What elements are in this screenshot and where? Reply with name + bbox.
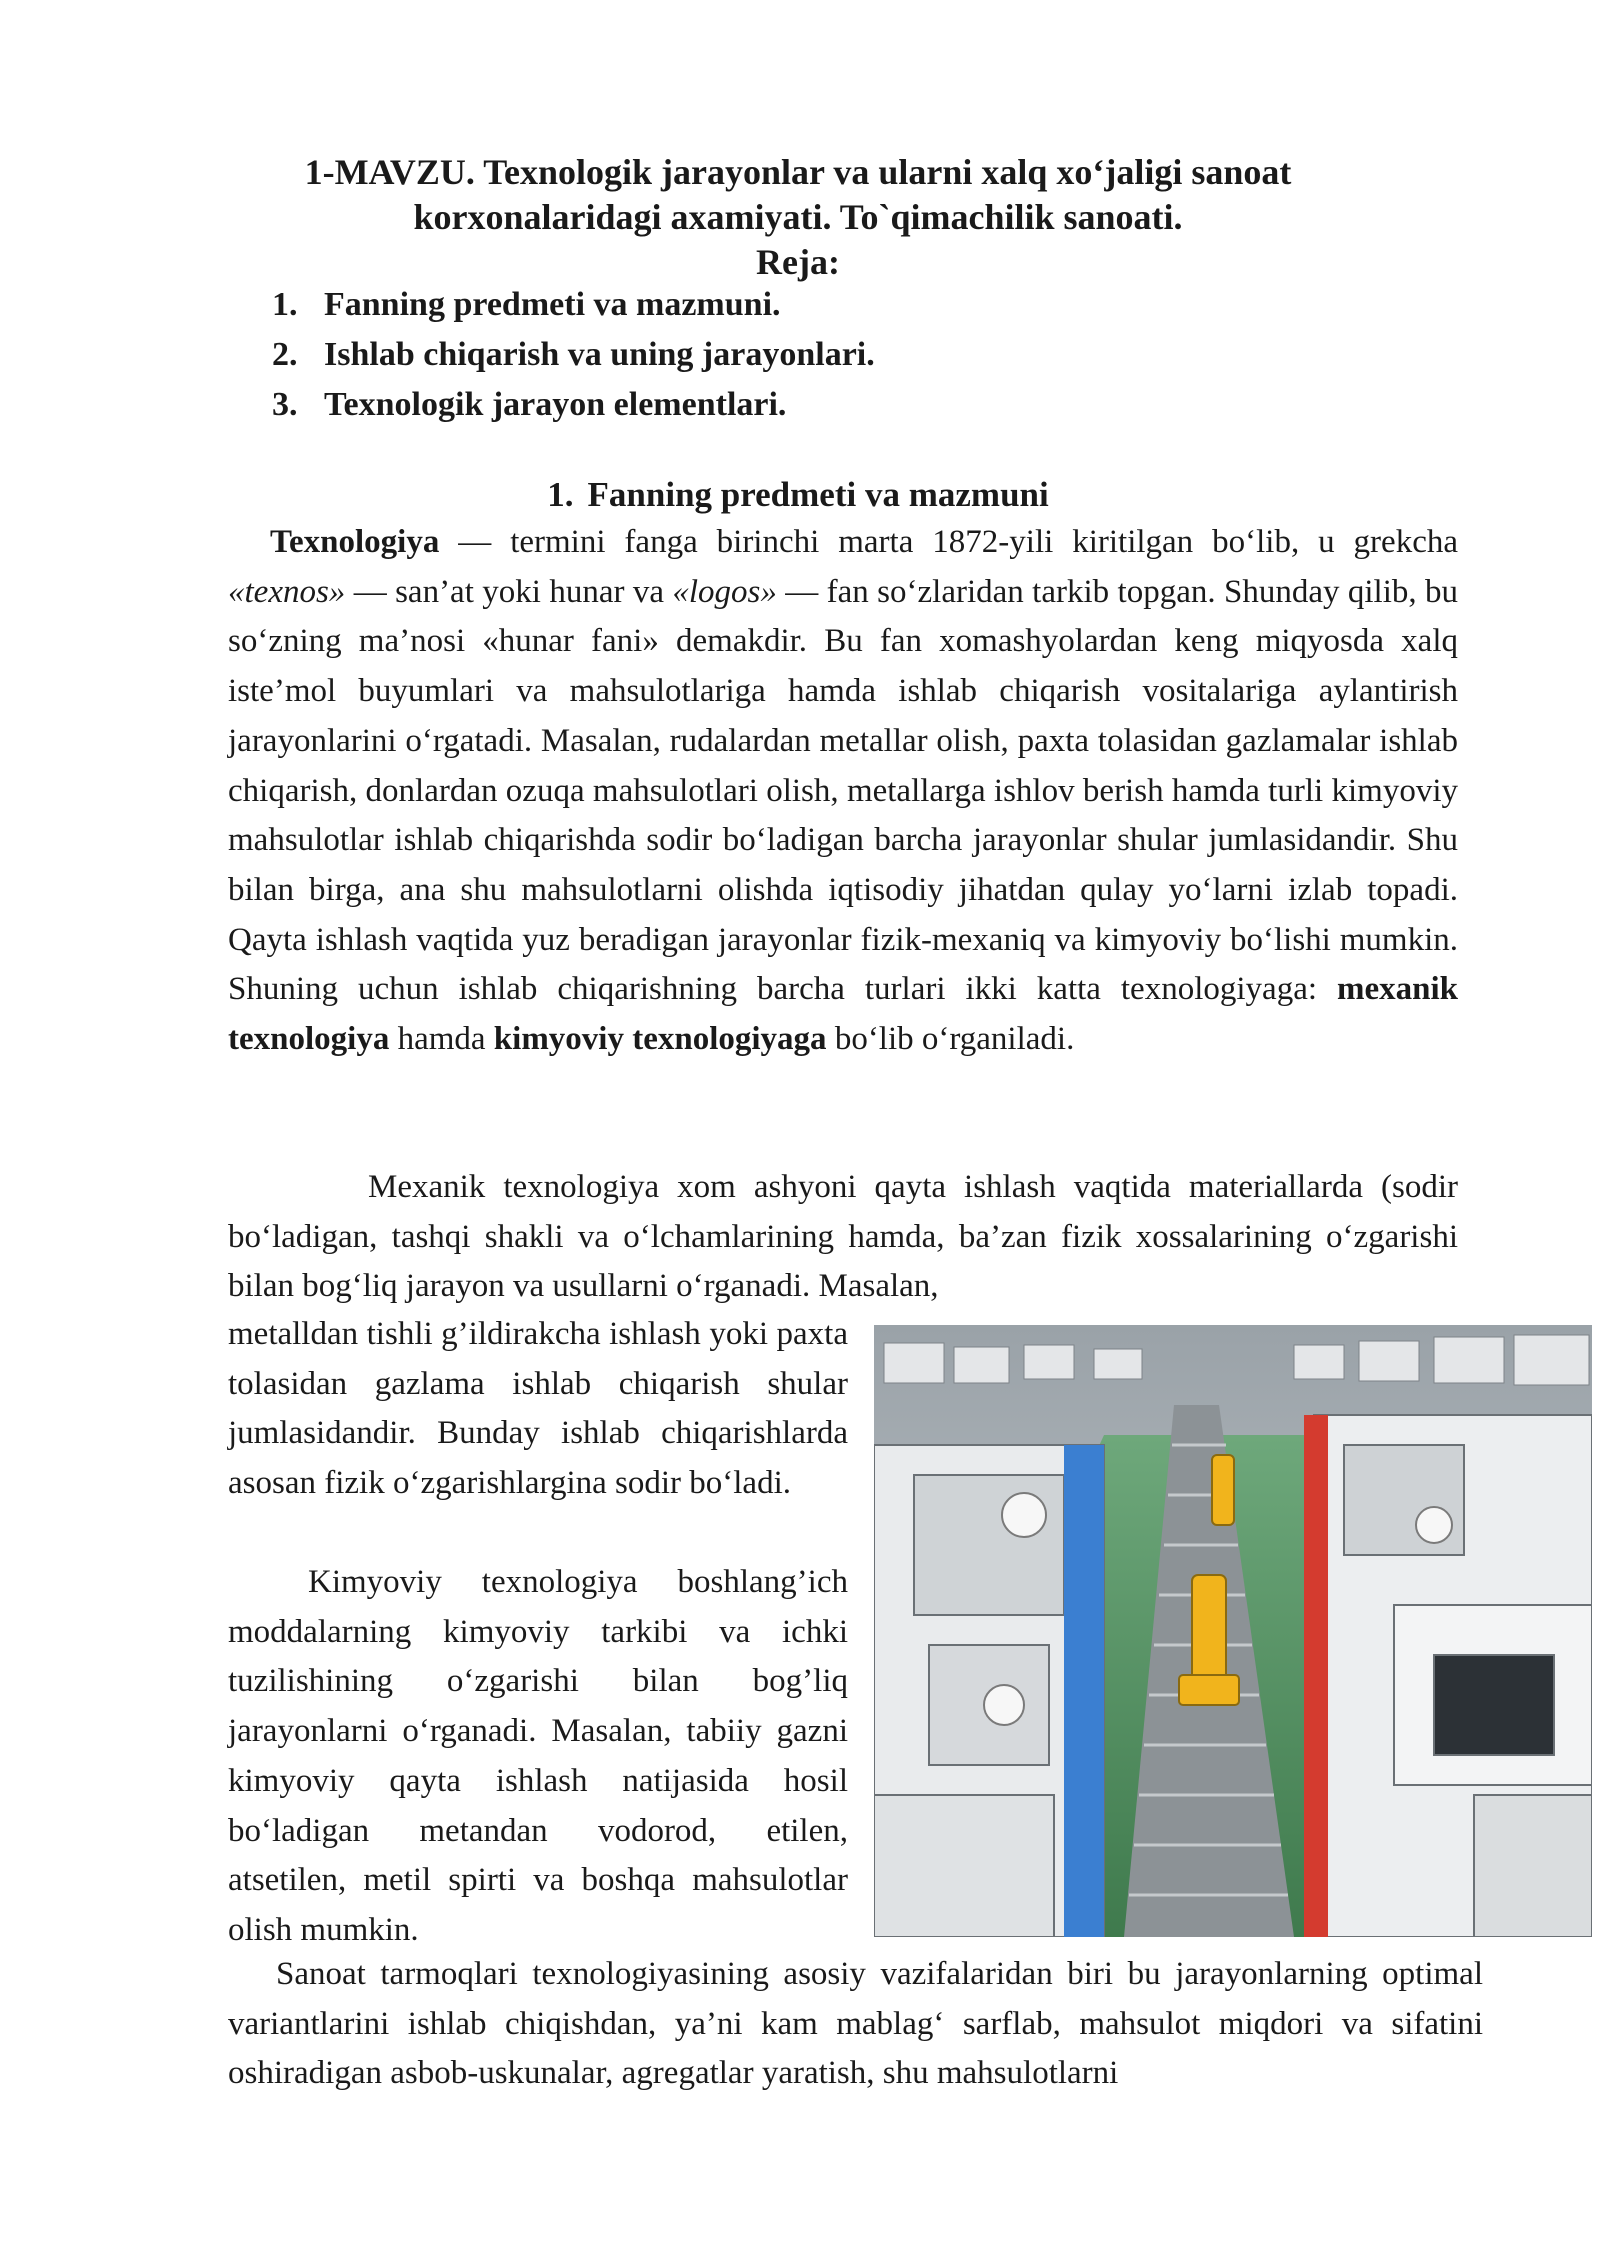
- paragraph-mechanical-technology: Mexanik texnologiya xom ashyoni qayta ishlash vaqtida materiallarda (sodir bo‘ladigan, tashqi shakli va o‘lchamlarining hamda, ba’zan fizik xossalarining o‘zgarishi bilan bog‘liq jarayon va usullarni o‘rganadi. Masalan,: [228, 1169, 1458, 1305]
- plan-item-number: 1.: [272, 286, 298, 323]
- page-title-line-2: korxonalaridagi axamiyati. To`qimachilik sanoati.: [413, 197, 1183, 237]
- plan-list: [272, 280, 875, 430]
- plan-item: [272, 330, 875, 380]
- term-logos: «logos»: [672, 573, 777, 610]
- paragraph-text: — fan so‘zlaridan tarkib topgan. Shunday qilib, bu so‘zning ma’nosi «hunar fani» demakdir. Bu fan xomashyolardan keng miqyosda xalq iste’mol buyumlari va mahsulotlariga hamda ishlab chiqarish vositalariga aylantirish jarayonlarini o‘rgatadi. Masalan, rudalardan metallar olish, paxta tolasidan gazlamalar ishlab chiqarish, donlardan ozuqa mahsulotlari olish, metallarga ishlov berish hamda turli kimyoviy mahsulotlar ishlab chiqarishda sodir bo‘ladigan barcha jarayonlar shular jumlasidandir. Shu bilan birga, ana shu mahsulotlarni olishda iqtisodiy jihatdan qulay yo‘larni izlab topadi. Qayta ishlash vaqtida yuz beradigan jarayonlar fizik-mexaniq va kimyoviy bo‘lishi mumkin. Shuning uchun ishlab chiqarishning barcha turlari ikki katta texnologiyaga:: [228, 573, 1458, 1008]
- plan-item: [272, 380, 875, 430]
- page-title-line-1: 1-MAVZU. Texnologik jarayonlar va ularni xalq xo‘jaligi sanoat: [304, 152, 1292, 192]
- plan-item: [272, 280, 875, 330]
- plan-item-text: Texnologik jarayon elementlari.: [324, 386, 787, 423]
- paragraph-technology-definition: [228, 518, 1458, 1065]
- term-chemical-technology: kimyoviy texnologiyaga: [493, 1021, 827, 1058]
- paragraph-text: — san’at yoki hunar va: [345, 573, 673, 610]
- paragraph-text: — termini fanga birinchi marta 1872-yili kiritilgan bo‘lib, u grekcha: [439, 524, 1458, 560]
- term-mechanical-technology: mexanik texnologiya: [228, 971, 1458, 1058]
- term-texnos: «texnos»: [228, 573, 346, 610]
- plan-heading: Reja:: [756, 242, 840, 282]
- plan-item-text: Fanning predmeti va mazmuni.: [324, 286, 781, 323]
- plan-item-text: Ishlab chiqarish va uning jarayonlari.: [324, 336, 875, 373]
- paragraph-chemical-technology: Kimyoviy texnologiya boshlang’ich moddalarning kimyoviy tarkibi va ichki tuzilishining o‘zgarishi bilan bog’liq jarayonlarni o‘rganadi. Masalan, tabiiy gazni kimyoviy qayta ishlash natijasida hosil bo‘ladigan metandan vodorod, etilen, atsetilen, metil spirti va boshqa mahsulotlar olish mumkin.: [228, 1564, 848, 1948]
- section-title: Fanning predmeti va mazmuni: [587, 475, 1049, 514]
- factory-production-line-image: [874, 1325, 1592, 1937]
- paragraph-industry-tasks: Sanoat tarmoqlari texnologiyasining asosiy vazifalaridan biri bu jarayonlarning optimal variantlarini ishlab chiqishdan, ya’ni kam mablag‘ sarflab, mahsulot miqdori va sifatini oshiradigan asbob-uskunalar, agregatlar yaratish, shu mahsulotlarni: [228, 1956, 1483, 2092]
- section-number: 1.: [547, 475, 574, 514]
- plan-item-number: 3.: [272, 386, 298, 423]
- paragraph-mechanical-example: metalldan tishli g’ildirakcha ishlash yoki paxta tolasidan gazlama ishlab chiqarish shular jumlasidandir. Bunday ishlab chiqarishlarda asosan fizik o‘zgarishlargina sodir bo‘ladi.: [228, 1316, 848, 1502]
- paragraph-text: bo‘lib o‘rganiladi.: [826, 1021, 1075, 1058]
- paragraph-text: hamda: [389, 1021, 494, 1058]
- term-texnologiya: Texnologiya: [270, 524, 440, 560]
- plan-item-number: 2.: [272, 336, 298, 373]
- section-heading: [228, 470, 1368, 520]
